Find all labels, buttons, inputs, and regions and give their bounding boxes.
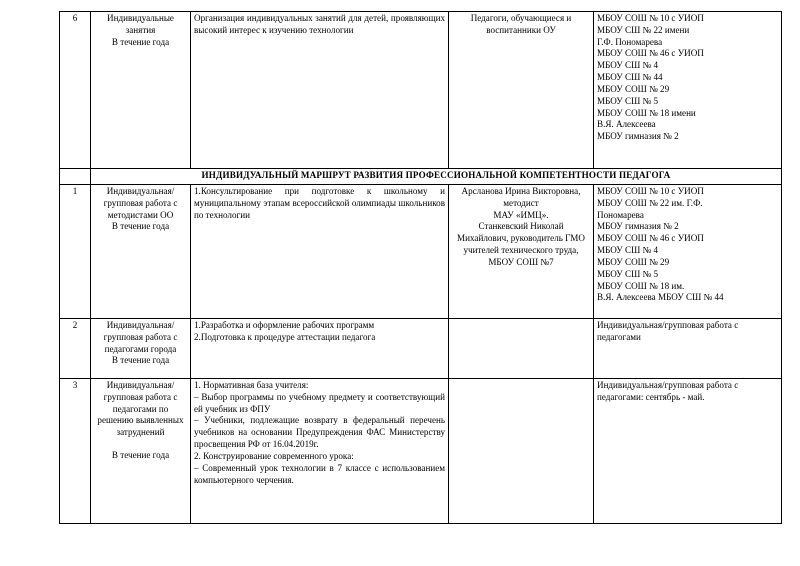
text-line: МБОУ СШ № 4 [597,60,659,71]
text-line [452,380,590,391]
text-line: 2 [72,320,78,330]
row-form-cell [91,379,191,524]
section-number-cell [60,169,91,185]
row-content-cell [191,185,449,319]
row-number-cell [60,185,91,319]
text-line: Индивидуальная/групповая работа с педагогами города [103,320,178,354]
text-line: МАУ «ИМЦ». [493,209,549,220]
text-line: МБОУ СОШ № 29 [597,256,670,267]
text-line: 1.Консультирование при подготовке к школьному и муниципальному этапам всероссийской олимпиады школьников по технологии [194,186,445,220]
text-line: 3 [72,380,78,390]
row-number-cell [60,379,91,524]
text-line: МБОУ СШ № 44 [597,72,663,83]
text-line: ИНДИВИДУАЛЬНЫЙ МАРШРУТ РАЗВИТИЯ ПРОФЕССИОНАЛЬНОЙ КОМПЕТЕНТНОСТИ ПЕДАГОГА [201,170,671,180]
text-line: МБОУ СОШ № 22 им. Г.Ф. [597,197,703,208]
text-line: Индивидуальная/групповая работа с педагогами: сентябрь - май. [597,380,739,402]
table-row [60,12,782,169]
text-line: МБОУ СОШ № 46 с УИОП [597,48,704,59]
text-line: Организация индивидуальных занятий для детей, проявляющих высокий интерес к изучению технологии [194,13,445,35]
text-line: МБОУ СОШ № 10 с УИОП [597,186,704,196]
text-line: МБОУ СШ № 5 [597,268,659,279]
text-line: МБОУ СШ № 4 [597,245,659,256]
table-row [60,185,782,319]
text-line: 2.Подготовка к процедуре аттестации педагога [194,331,376,342]
text-line: Пономарева [597,209,644,220]
text-line: В течение года [111,36,170,47]
text-line: В течение года [111,355,170,366]
text-line: В течение года [111,450,170,461]
text-line: Г.Ф. Пономарева [597,36,663,47]
row-participants-cell [449,319,594,379]
text-line: 1.Разработка и оформление рабочих программ [194,320,375,330]
plan-table [59,11,782,524]
row-form-cell [91,185,191,319]
text-line: МБОУ СШ № 5 [597,95,659,106]
text-line: МБОУ гимназия № 2 [597,131,679,142]
text-line: Индивидуальная/групповая работа с педагогами [597,320,739,342]
row-number-cell [60,319,91,379]
text-line: Станкевский Николай Михайлович, руководитель ГМО учителей технического труда, МБОУ СОШ №7 [457,221,585,267]
table-row [60,379,782,524]
row-institutions-cell [594,319,782,379]
section-heading-cell [91,169,782,185]
text-line: В.Я. Алексеева [597,119,656,130]
row-content-cell [191,319,449,379]
row-content-cell [191,12,449,169]
table-row [60,319,782,379]
row-participants-cell [449,185,594,319]
text-line: В.Я. Алексеева МБОУ СШ № 44 [597,292,724,303]
row-participants-cell [449,12,594,169]
row-institutions-cell [594,12,782,169]
text-line: МБОУ СОШ № 18 имени [597,107,696,118]
text-line: Индивидуальная/ групповая работа с педагогами по решению выявленных затруднений [97,380,184,438]
row-content-cell [191,379,449,524]
text-line: Арсланова Ирина Викторовна, методист [461,186,581,208]
text-line: МБОУ СОШ № 18 им. [597,280,685,291]
text-line: МБОУ СОШ № 10 с УИОП [597,13,704,23]
row-institutions-cell [594,185,782,319]
text-line [94,439,187,450]
text-line: 1 [72,186,78,196]
row-form-cell [91,319,191,379]
text-line: МБОУ СОШ № 46 с УИОП [597,233,704,244]
text-line: – Современный урок технологии в 7 классе с использованием компьютерного черчения. [194,462,445,485]
table-body [60,12,782,524]
text-line: МБОУ СОШ № 29 [597,83,670,94]
text-line: – Выбор программы по учебному предмету и соответствующий ей учебник из ФПУ [194,391,445,414]
table-section-row [60,169,782,185]
row-number-cell [60,12,91,169]
text-line: 1. Нормативная база учителя: [194,380,309,390]
text-line: Педагоги, обучающиеся и воспитанники ОУ [470,13,572,35]
text-line: – Учебники, подлежащие возврату в федеральный перечень учебников на основании Предупреждения ФАС Министерству просвещения РФ от 16.04.2019г. [194,415,445,450]
text-line: МБОУ гимназия № 2 [597,221,679,232]
row-form-cell [91,12,191,169]
text-line: Индивидуальная/групповая работа с методистами ОО [103,186,178,220]
text-line [452,320,590,331]
text-line: МБОУ СШ № 22 имени [597,24,690,35]
text-line [63,170,87,181]
row-institutions-cell [594,379,782,524]
text-line: Индивидуальные занятия [107,13,174,35]
row-participants-cell [449,379,594,524]
text-line: 2. Конструирование современного урока: [194,450,354,461]
text-line: В течение года [111,221,170,232]
text-line: 6 [72,13,78,23]
